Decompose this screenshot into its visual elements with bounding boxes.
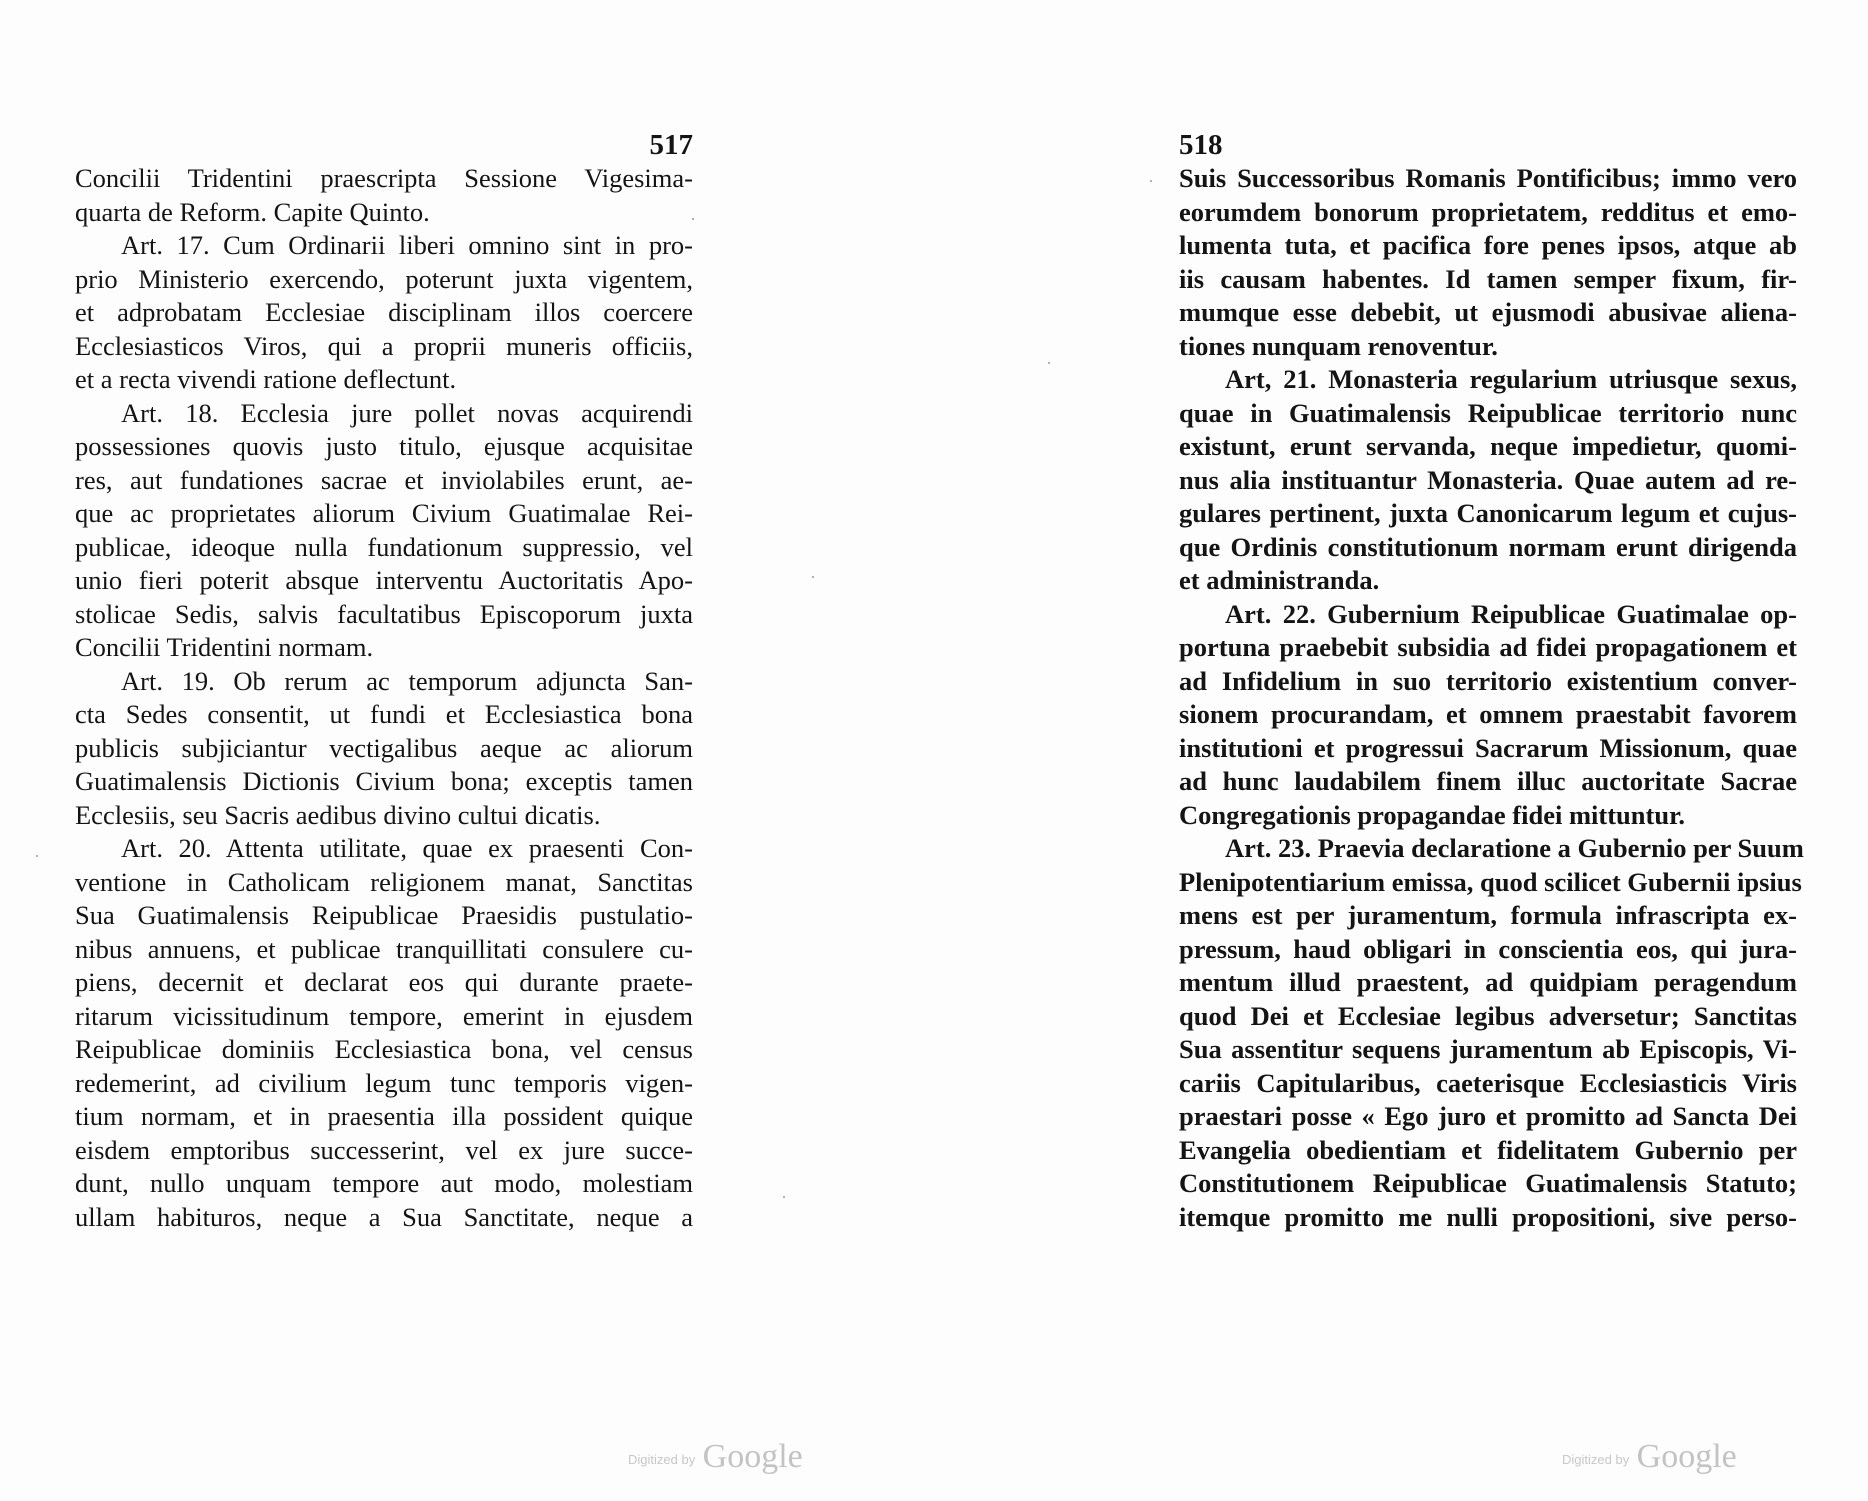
text-line: Art. 19. Ob rerum ac temporum adjuncta San- <box>121 665 693 696</box>
text-line: Evangelia obedientiam et fidelitatem Gubernio per <box>1179 1134 1797 1165</box>
scan-speck <box>692 218 694 220</box>
page-number: 517 <box>649 129 693 161</box>
digitized-watermark <box>1562 1438 1737 1476</box>
text-line: Art, 21. Monasteria regularium utriusque sexus, <box>1225 364 1797 394</box>
google-logo: Google <box>702 1438 803 1475</box>
text-line: portuna praebebit subsidia ad fidei propagationem et <box>1179 632 1797 662</box>
text-line: ullam habituros, neque a Sua Sanctitate, neque a <box>75 1201 693 1232</box>
text-line: quae in Guatimalensis Reipublicae territorio nunc <box>1179 397 1797 428</box>
text-line: Art. 17. Cum Ordinarii liberi omnino sint in pro- <box>121 230 693 260</box>
text-line: mens est per juramentum, formula infrascripta ex- <box>1179 900 1797 930</box>
text-line: cariis Capitularibus, caeterisque Ecclesiasticis Viris <box>1179 1067 1797 1098</box>
text-line: pressum, haud obligari in conscientia eos, qui jura- <box>1179 933 1797 964</box>
text-line: Art. 22. Gubernium Reipublicae Guatimalae op- <box>1225 598 1797 629</box>
text-line: et a recta vivendi ratione deflectunt. <box>75 364 457 394</box>
text-line: Art. 20. Attenta utilitate, quae ex praesenti Con- <box>121 833 693 863</box>
text-line: itemque promitto me nulli propositioni, sive perso- <box>1179 1201 1797 1232</box>
text-line: existunt, erunt servanda, neque impedietur, quomi- <box>1179 431 1797 461</box>
text-line: unio fieri poterit absque interventu Auctoritatis Apo- <box>75 565 693 595</box>
text-line: Sua assentitur sequens juramentum ab Episcopis, Vi- <box>1179 1034 1797 1064</box>
text-line: Sua Guatimalensis Reipublicae Praesidis pustulatio- <box>75 900 693 930</box>
text-line: sionem procurandam, et omnem praestabit favorem <box>1179 699 1797 729</box>
text-line: ad Infidelium in suo territorio existentium conver- <box>1179 665 1797 696</box>
text-line: Suis Successoribus Romanis Pontificibus; immo vero <box>1179 163 1797 193</box>
text-line: Art. 18. Ecclesia jure pollet novas acquirendi <box>121 397 693 428</box>
digitized-watermark <box>628 1438 803 1476</box>
text-line: mentum illud praestent, ad quidpiam peragendum <box>1179 967 1797 997</box>
text-line: eisdem emptoribus successerint, vel ex jure succe- <box>75 1134 693 1165</box>
text-line: Art. 23. Praevia declaratione a Gubernio per Suum <box>1225 833 1804 863</box>
text-line: publicis subjiciantur vectigalibus aeque ac aliorum <box>75 732 693 763</box>
digitized-by-label: Digitized by <box>628 1452 696 1467</box>
text-line: quarta de Reform. Capite Quinto. <box>75 196 430 227</box>
text-line: res, aut fundationes sacrae et inviolabiles erunt, ae- <box>75 464 693 495</box>
text-line: et adprobatam Ecclesiae disciplinam illos coercere <box>75 297 693 327</box>
left-page <box>75 128 693 1234</box>
text-line: ritarum vicissitudinum tempore, emerint in ejusdem <box>75 1000 693 1031</box>
text-line: piens, decernit et declarat eos qui durante praete- <box>75 967 693 997</box>
text-line: gulares pertinent, juxta Canonicarum legum et cujus- <box>1179 498 1797 528</box>
text-line: quod Dei et Ecclesiae legibus adversetur; Sanctitas <box>1179 1000 1797 1031</box>
text-line: Congregationis propagandae fidei mittuntur. <box>1179 799 1686 830</box>
text-line: stolicae Sedis, salvis facultatibus Episcoporum juxta <box>75 598 693 629</box>
page-body <box>75 162 693 1234</box>
text-line: publicae, ideoque nulla fundationum suppressio, vel <box>75 531 693 562</box>
digitized-by-label: Digitized by <box>1562 1452 1630 1467</box>
text-line: que Ordinis constitutionum normam erunt dirigenda <box>1179 531 1797 562</box>
text-line: institutioni et progressui Sacrarum Missionum, quae <box>1179 732 1797 763</box>
scan-speck <box>812 576 814 578</box>
right-page <box>1179 128 1804 1234</box>
text-line: dunt, nullo unquam tempore aut modo, molestiam <box>75 1168 693 1198</box>
text-line: prio Ministerio exercendo, poterunt juxta vigentem, <box>75 263 693 294</box>
text-line: que ac proprietates aliorum Civium Guatimalae Rei- <box>75 498 693 528</box>
text-line: et administranda. <box>1179 565 1380 595</box>
text-line: Guatimalensis Dictionis Civium bona; exceptis tamen <box>75 766 693 796</box>
text-line: ad hunc laudabilem finem illuc auctoritate Sacrae <box>1179 766 1797 796</box>
text-line: nus alia instituantur Monasteria. Quae autem ad re- <box>1179 464 1797 495</box>
text-line: eorumdem bonorum proprietatem, redditus et emo- <box>1179 196 1797 227</box>
text-line: ventione in Catholicam religionem manat, Sanctitas <box>75 866 693 897</box>
text-line: Constitutionem Reipublicae Guatimalensis Statuto; <box>1179 1168 1797 1198</box>
page-number: 518 <box>1179 129 1223 161</box>
text-line: nibus annuens, et publicae tranquillitati consulere cu- <box>75 933 693 964</box>
scan-speck <box>36 855 38 857</box>
scan-speck <box>1048 362 1050 364</box>
text-line: Plenipotentiarium emissa, quod scilicet Gubernii ipsius <box>1179 866 1802 897</box>
page-body <box>1179 162 1804 1234</box>
text-line: iis causam habentes. Id tamen semper fixum, fir- <box>1179 263 1797 294</box>
text-line: lumenta tuta, et pacifica fore penes ipsos, atque ab <box>1179 230 1797 260</box>
text-line: possessiones quovis justo titulo, ejusque acquisitae <box>75 431 693 461</box>
text-line: cta Sedes consentit, ut fundi et Ecclesiastica bona <box>75 699 693 729</box>
text-line: tiones nunquam renoventur. <box>1179 330 1498 361</box>
scan-speck <box>783 1196 785 1198</box>
text-line: mumque esse debebit, ut ejusmodi abusivae aliena- <box>1179 297 1797 327</box>
text-line: redemerint, ad civilium legum tunc temporis vigen- <box>75 1067 693 1098</box>
google-logo: Google <box>1636 1438 1737 1475</box>
text-line: Ecclesiasticos Viros, qui a proprii muneris officiis, <box>75 330 693 361</box>
text-line: Reipublicae dominiis Ecclesiastica bona, vel census <box>75 1034 693 1064</box>
scan-speck <box>1150 180 1152 182</box>
text-line: tium normam, et in praesentia illa possident quique <box>75 1101 693 1131</box>
text-line: Ecclesiis, seu Sacris aedibus divino cultui dicatis. <box>75 799 601 830</box>
text-line: Concilii Tridentini praescripta Sessione Vigesima- <box>75 163 693 193</box>
text-line: Concilii Tridentini normam. <box>75 632 374 662</box>
text-line: praestari posse « Ego juro et promitto ad Sancta Dei <box>1179 1101 1797 1131</box>
